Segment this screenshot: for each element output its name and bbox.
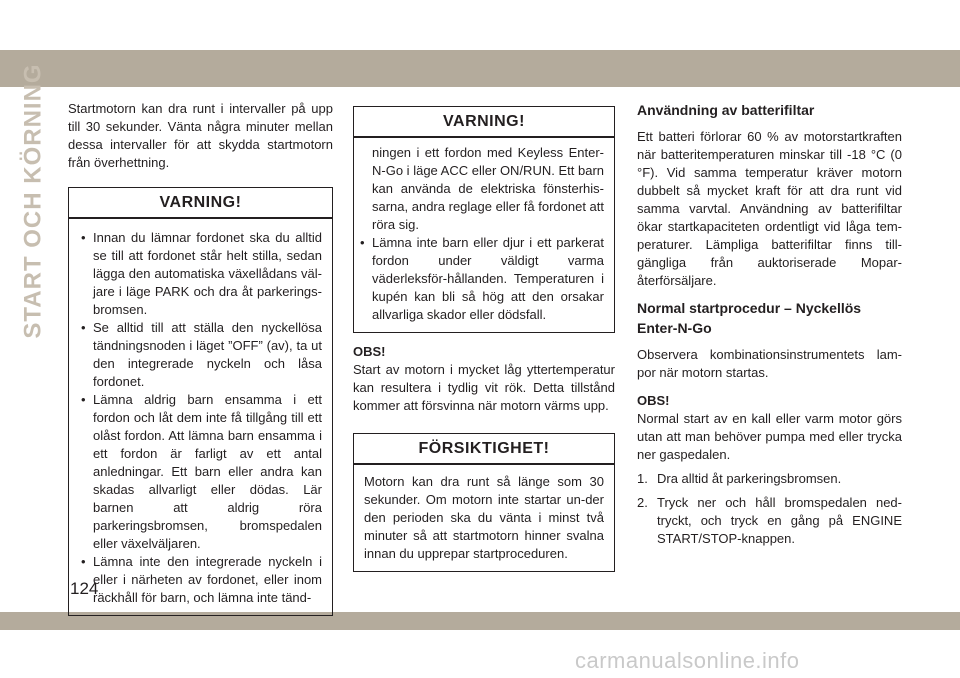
battery-paragraph: Ett batteri förlorar 60 % av motorstartkraften när batteritemperaturen minskar till -18 °C (0 °F). Vid samma temperatur kräver motorn dubbelt så mycket kraft för att dra runt vid samma varvtal. Användning av batterifiltar ökar startkapaciteten ordentligt vid låga tem-peraturer. Lämpliga batterifiltar finns till-gängliga från auktoriserade Mopar-återförsäljare. (637, 129, 902, 288)
warning-box-2 (353, 106, 615, 333)
step-text: Dra alltid åt parkeringsbromsen. (657, 471, 842, 486)
list-item: • Innan du lämnar fordonet ska du alltid se till att fordonet står helt stilla, sedan lägga den automatiska växellådans väl-jare i läge PARK och dra åt parkerings-bromsen. (79, 229, 322, 319)
warning-box-1 (68, 187, 333, 616)
top-margin (0, 0, 960, 50)
section-tab (16, 63, 52, 339)
warning-title-2: VARNING! (354, 107, 614, 138)
step-item (637, 494, 902, 548)
obs-label: OBS! (353, 344, 386, 359)
warning-list-1 (79, 229, 322, 607)
list-item: • Lämna inte den integrerade nyckeln i eller i närheten av fordonet, eller inom räckhåll för barn, och lämna inte tänd- (79, 553, 322, 607)
step-number: 2. (637, 495, 648, 510)
header-bar (0, 50, 960, 87)
list-item: • Lämna aldrig barn ensamma i ett fordon och låt dem inte få tillgång till ett olåst fordon. Att lämna barn ensamma i ett fordon är farligt av ett antal anledningar. Ett barn eller andra kan skadas allvarligt eller dödas. Lär barnen att aldrig röra parkeringsbromsen, bromspedalen eller växelväljaren. (79, 391, 322, 553)
lamps-paragraph: Observera kombinationsinstrumentets lam-por när motorn startas. (637, 347, 902, 380)
obs-paragraph: Start av motorn i mycket låg yttertemperatur kan resultera i tydlig vit rök. Detta tillstånd kommer att försvinna när motorn värms upp. (353, 362, 615, 413)
column-right (637, 100, 902, 548)
watermark: carmanualsonline.info (575, 648, 800, 673)
list-item: • Se alltid till att ställa den nyckellösa tändningsnoden i läget ”OFF” (av), ta ut den integrerade nyckeln och låsa fordonet. (79, 319, 322, 391)
step-item (637, 470, 902, 488)
intro-paragraph: Startmotorn kan dra runt i intervaller på upp till 30 sekunder. Vänta några minuter mellan dessa intervaller för att skydda startmotorn från överhettning. (68, 101, 333, 170)
warning-list-2 (358, 234, 604, 324)
obs-paragraph: Normal start av en kall eller varm motor görs utan att man behöver pumpa med eller trycka ner gaspedalen. (637, 411, 902, 462)
step-number: 1. (637, 471, 648, 486)
caution-title: FÖRSIKTIGHET! (354, 434, 614, 465)
page-number: 124 (70, 579, 99, 598)
caution-box (353, 433, 615, 572)
column-middle (353, 106, 615, 572)
warning-continuation: ningen i ett fordon med Keyless Enter-N-Go i läge ACC eller ON/RUN. Ett barn kan använda de elektriska fönsterhis-sarna, andra reglage eller få fordonet att röra sig. (372, 145, 604, 232)
column-left (68, 100, 333, 616)
section-tab-label: START OCH KÖRNING (20, 63, 47, 339)
heading-battery-blanket: Användning av batterifiltar (637, 102, 815, 118)
obs-label: OBS! (637, 393, 670, 408)
step-text: Tryck ner och håll bromspedalen ned-tryckt, och tryck en gång på ENGINE START/STOP-knappen. (657, 495, 902, 546)
caution-text: Motorn kan dra runt så länge som 30 sekunder. Om motorn inte startar un-der den perioden ska du vänta i minst två minuter så att startmotorn hinner svalna innan du upprepar startproceduren. (364, 474, 604, 561)
heading-normal-start: Normal startprocedur – Nyckellös Enter-N-Go (637, 300, 862, 336)
list-item: • Lämna inte barn eller djur i ett parkerat fordon under väldigt varma väderleksför-hållanden. Temperaturen i kupén kan bli så hög att den orsakar allvarliga skador eller dödsfall. (358, 234, 604, 324)
steps-list (637, 470, 902, 548)
warning-title-1: VARNING! (69, 188, 332, 219)
